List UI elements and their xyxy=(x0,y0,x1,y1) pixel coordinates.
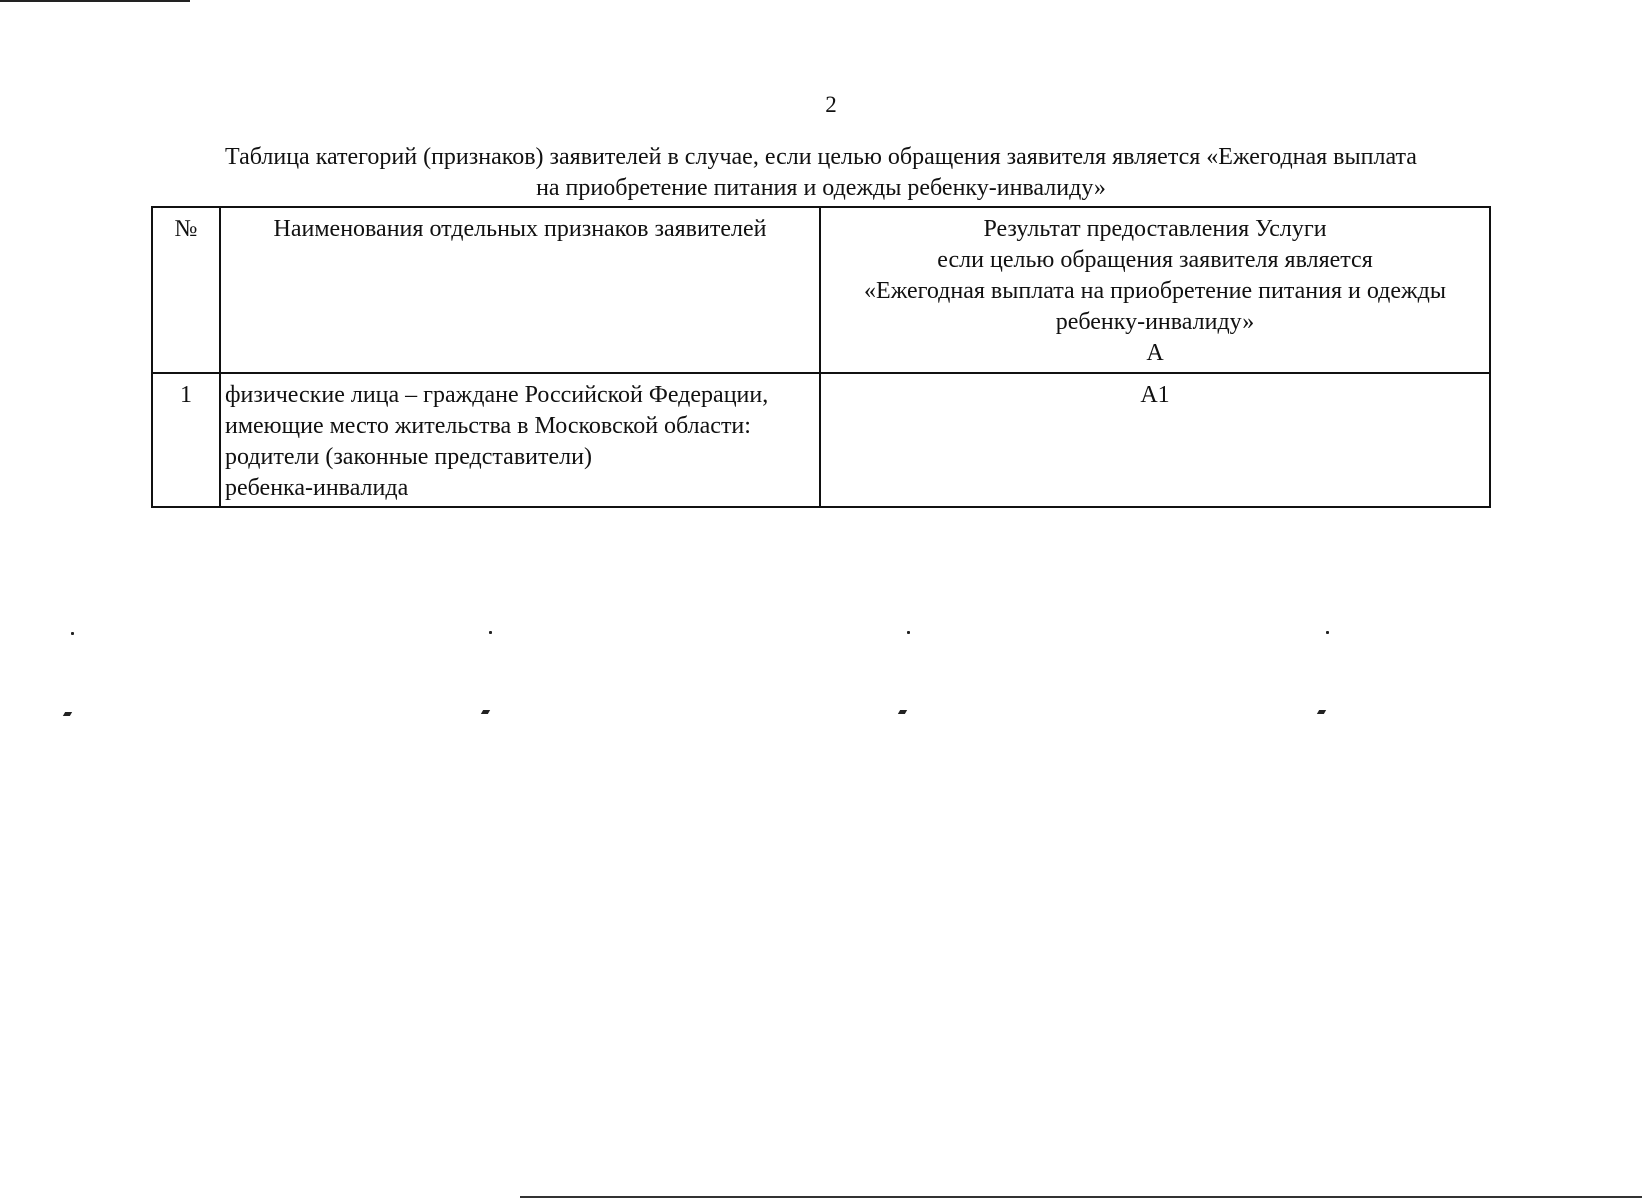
scan-edge-bottom xyxy=(520,1196,1642,1198)
header-name: Наименования отдельных признаков заявителей xyxy=(220,207,820,373)
header-result-code: А xyxy=(1146,340,1164,366)
scan-tick xyxy=(1317,710,1326,714)
header-result-line: Результат предоставления Услуги xyxy=(983,216,1327,242)
scan-tick xyxy=(481,710,490,714)
scan-tick xyxy=(63,712,72,716)
header-result-line: если целью обращения заявителя является xyxy=(937,247,1373,273)
row-name-line: физические лица – граждане Российской Федерации, xyxy=(225,382,769,408)
table-row xyxy=(152,373,1490,507)
row-name-line: имеющие место жительства в Московской области: xyxy=(225,413,751,439)
scan-tick xyxy=(898,710,907,714)
page-number: 2 xyxy=(825,92,837,117)
row-name-line: ребенка-инвалида xyxy=(225,475,409,501)
scan-dot xyxy=(1326,631,1329,634)
table-header-row xyxy=(152,207,1490,373)
table-caption xyxy=(150,142,1492,204)
row-result: А1 xyxy=(820,373,1490,507)
caption-line-2: на приобретение питания и одежды ребенку-инвалиду» xyxy=(536,175,1106,201)
row-number: 1 xyxy=(152,373,220,507)
header-number: № xyxy=(152,207,220,373)
header-result-line: ребенку-инвалиду» xyxy=(1055,309,1255,335)
scan-dot xyxy=(489,631,492,634)
row-name xyxy=(220,373,820,507)
scan-dot xyxy=(71,632,74,635)
header-result xyxy=(820,207,1490,373)
categories-table xyxy=(151,206,1491,508)
scan-dot xyxy=(907,631,910,634)
scan-edge-top xyxy=(0,0,190,2)
row-name-line: родители (законные представители) xyxy=(225,444,592,470)
caption-line-1: Таблица категорий (признаков) заявителей в случае, если целью обращения заявителя является «Ежегодная выплата xyxy=(225,144,1417,170)
header-result-line: «Ежегодная выплата на приобретение питания и одежды xyxy=(864,278,1446,304)
